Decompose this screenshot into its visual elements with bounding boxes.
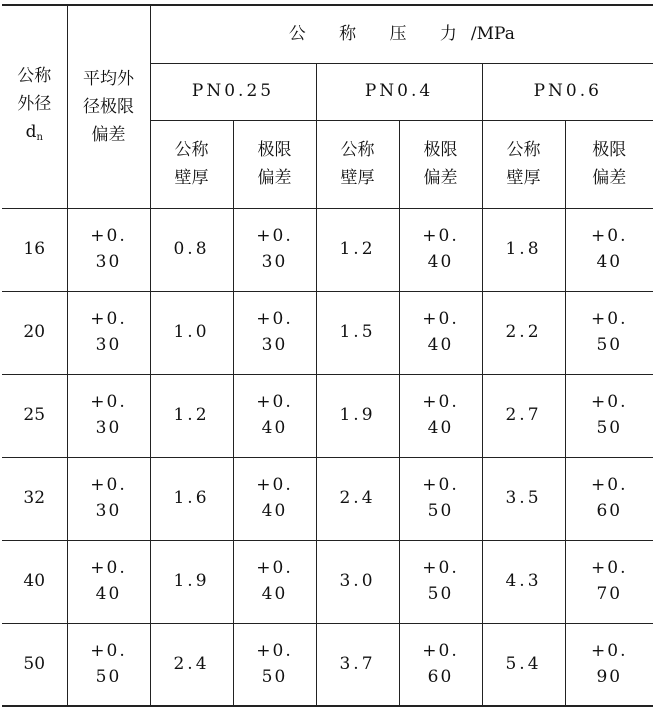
header-group-pn06: PN0.6 [482,63,653,120]
table-row [2,374,653,457]
cell-deviation: +0.70 [565,540,653,623]
cell-deviation: +0.40 [399,208,482,291]
header-od-line1: 公称 [17,65,52,86]
cell-od-dev: +0.30 [67,457,150,540]
header-od-deviation [67,5,150,208]
cell-od: 16 [2,208,67,291]
header-group-pn04: PN0.4 [316,63,482,120]
header-od-line2: 外径 [17,93,52,114]
header-deviation-3: 极限 偏差 [565,120,653,208]
cell-thickness: 5.4 [482,623,565,706]
cell-deviation: +0.40 [233,457,316,540]
header-deviation-1: 极限 偏差 [233,120,316,208]
cell-deviation: +0.40 [399,291,482,374]
cell-deviation: +0.40 [233,374,316,457]
pipe-spec-table [2,4,653,707]
header-thickness-2: 公称 壁厚 [316,120,399,208]
cell-thickness: 1.5 [316,291,399,374]
cell-thickness: 2.7 [482,374,565,457]
header-thickness-1: 公称 壁厚 [150,120,233,208]
header-od-subscript: n [36,131,43,143]
header-od-dev-line2: 径极限 [83,96,134,117]
cell-deviation: +0.50 [399,457,482,540]
header-od-symbol: d [25,121,37,142]
cell-deviation: +0.60 [399,623,482,706]
header-outer-diameter [2,5,67,208]
cell-deviation: +0.90 [565,623,653,706]
cell-deviation: +0.30 [233,291,316,374]
cell-od: 25 [2,374,67,457]
cell-deviation: +0.50 [233,623,316,706]
table-row [2,623,653,706]
cell-deviation: +0.50 [399,540,482,623]
cell-thickness: 3.5 [482,457,565,540]
cell-thickness: 0.8 [150,208,233,291]
cell-deviation: +0.60 [565,457,653,540]
header-pressure-title: 公 称 压 力 [288,23,471,44]
header-thickness-3: 公称 壁厚 [482,120,565,208]
cell-thickness: 1.8 [482,208,565,291]
cell-deviation: +0.50 [565,291,653,374]
cell-thickness: 3.0 [316,540,399,623]
cell-od: 40 [2,540,67,623]
header-od-dev-line1: 平均外 [83,68,134,89]
cell-od-dev: +0.30 [67,208,150,291]
cell-thickness: 4.3 [482,540,565,623]
header-row-1 [2,5,653,63]
cell-thickness: 1.2 [316,208,399,291]
cell-deviation: +0.40 [399,374,482,457]
cell-thickness: 3.7 [316,623,399,706]
table-row [2,457,653,540]
cell-thickness: 2.2 [482,291,565,374]
cell-od: 50 [2,623,67,706]
header-od-dev-line3: 偏差 [91,124,126,145]
header-pressure-unit: /MPa [470,23,515,44]
cell-thickness: 2.4 [316,457,399,540]
cell-thickness: 2.4 [150,623,233,706]
cell-deviation: +0.40 [565,208,653,291]
table-row [2,540,653,623]
cell-deviation: +0.50 [565,374,653,457]
header-pressure [150,5,653,63]
cell-od-dev: +0.40 [67,540,150,623]
cell-od-dev: +0.30 [67,291,150,374]
cell-thickness: 1.6 [150,457,233,540]
cell-od-dev: +0.50 [67,623,150,706]
cell-od-dev: +0.30 [67,374,150,457]
cell-thickness: 1.0 [150,291,233,374]
cell-thickness: 1.9 [316,374,399,457]
cell-deviation: +0.40 [233,540,316,623]
cell-od: 20 [2,291,67,374]
cell-thickness: 1.9 [150,540,233,623]
table-row [2,208,653,291]
header-group-pn025: PN0.25 [150,63,316,120]
cell-deviation: +0.30 [233,208,316,291]
header-deviation-2: 极限 偏差 [399,120,482,208]
cell-thickness: 1.2 [150,374,233,457]
cell-od: 32 [2,457,67,540]
table-row [2,291,653,374]
